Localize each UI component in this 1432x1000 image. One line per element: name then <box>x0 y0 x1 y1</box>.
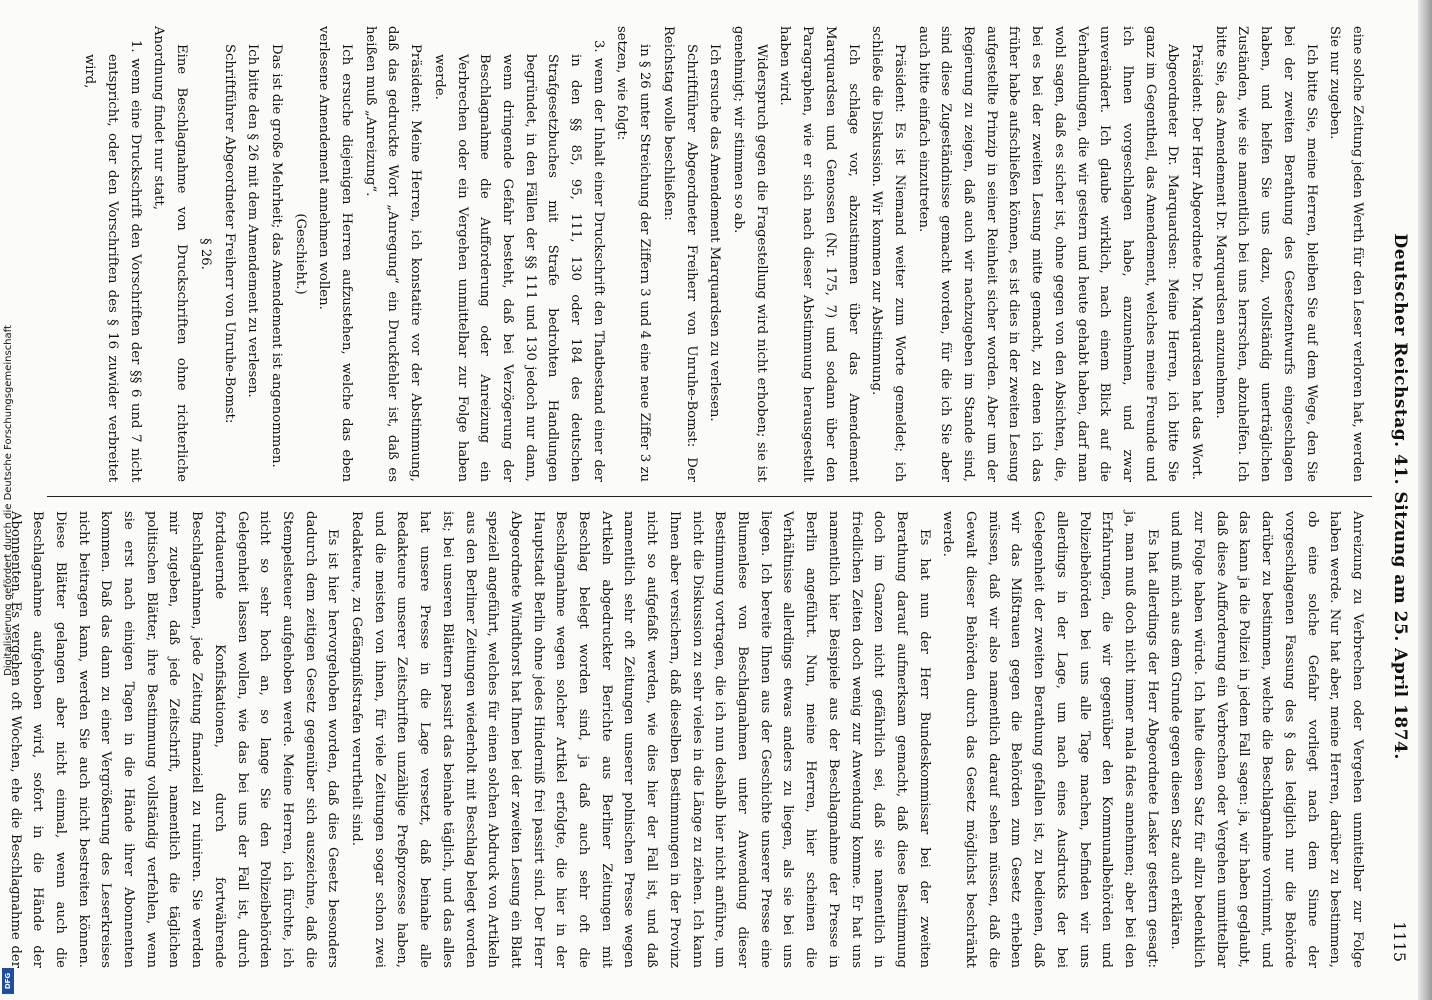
paragraph: Ich ersuche das Amendement Marquardsen zu verlesen. <box>707 44 723 422</box>
paragraph: Es hat allerdings der Herr Abgeordnete Lasker gestern gesagt: ja, man muß doch nicht immer mala fides annehmen; aber bei den Erfahrungen, die wir gegenüber den Kommunalbehörden und Polizeibehörden bei uns alle Tage machen, befinden wir uns allerdings in der Lage, um nach eines Ausdrucks der bei Gelegenheit der zweiten Berathung gefallen ist, zu bedienen, daß wir das Mißtrauen gegen die Behörden zum Gesetz erheben müssen, daß wir also namentlich darauf sehen müssen, daß die Gewalt dieser Behörden durch das Gesetz möglichst beschränkt werde. <box>940 511 1160 968</box>
dfg-logo: DFG <box>2 968 14 994</box>
list-item: 3. wenn der Inhalt einer Druckschrift den Thatbestand einer der in den §§ 85, 95, 111, 130 oder 184 des deutschen Strafgesetzbuches mit Strafe bedrohten Handlungen begründet, in den Fällen der §§ 111 und 130 jedoch nur dann, wenn dringende Gefahr besteht, daß bei Verzögerung der Beschlagnahme die Aufforderung oder Anreizung ein Verbrechen oder ein Vergehen unmittelbar zur Folge haben werde. <box>431 40 606 482</box>
paragraph: Es hat nun der Herr Bundeskommissar bei der zweiten Berathung darauf aufmerksam gemacht, daß diese Bestimmung doch im Ganzen nicht gefährlich sei, daß sie namentlich in friedlichen Zeiten doch wenig zur Anwendung komme. Er hat uns namentlich hier Beispiele aus der Beschlagnahme der Presse in Berlin angeführt. Nun, meine Herren, hier scheinen die Verhältnisse allerdings etwas anders zu liegen, als sie bei uns liegen. Ich bereite Ihnen aus der Geschichte unserer Presse eine Blumenlese von Beschlagnahmen unter Anwendung dieser Bestimmung vortragen, die ich nun deshalb hier nicht anführe, um nicht die Diskussion zu sehr vieles in die Länge zu ziehen. Ich kann Ihnen aber versichern, daß dieselben Bestimmungen in der Provinz nicht so aufgefaßt werden, wie dies hier der Fall ist, und daß namentlich sehr oft Zeitungen unserer polnischen Presse wegen Artikeln abgedruckter Berichte aus Berliner Zeitungen mit Beschlag belegt worden sind, ja daß auch sehr oft die Beschlagnahme wegen solcher Artikel erfolgte, die hier in der Hauptstadt Berlin ohne jedes Hinderniß frei passirt sind. Der Herr Abgeordnete Windthorst hat Ihnen bei der zweiten Lesung ein Blatt speziell angeführt, welches für einen solchen Abdruck von Artikeln aus den Berliner Zeitungen wiederholt mit Beschlag belegt worden ist; bei unseren Blättern passirt das beinahe täglich, und das alles hat unsere Presse in die Lage versetzt, daß beinahe alle Redakteure unserer Zeitschriften unzählige Preßprozesse haben, und die meisten von ihnen, für viele Zeitungen sogar schon zwei Redakteure, zu Gefängnißstrafen verurtheilt sind. <box>349 511 932 968</box>
list-item: 1. wenn eine Druckschrift den Vorschriften der §§ 6 und 7 nicht entspricht, oder den Vorschriften des § 16 zuwider verbreitet wird, <box>82 40 143 482</box>
stage-direction: (Geschieht.) <box>292 213 308 295</box>
digitization-credit-text: Digitalisierung gefördert durch die Deutsche Forschungsgemeinschaft <box>2 324 14 676</box>
paragraph: Widerspruch gegen die Fragestellung wird nicht erhoben; sie ist genehmigt; wir stimmen so ab. <box>731 26 769 482</box>
paragraph: Das ist die große Mehrheit; das Amendement ist angenommen. <box>268 44 284 468</box>
paragraph: Ich bitte den § 26 mit dem Amendement zu verlesen. <box>245 44 261 398</box>
paragraph: eine solche Zeitung jeden Werth für den Leser verloren hat, werden Sie nur zugeben. <box>1327 26 1365 482</box>
page-title: Deutscher Reichstag. 41. Sitzung am 25. April 1874. <box>1390 233 1410 760</box>
paragraph: Ich ersuche diejenigen Herren aufzustehen, welche das eben verlesene Amendement annehmen wollen. <box>316 26 355 482</box>
paragraph: Eine Beschlagnahme von Druckschriften ohne richterliche Anordnung findet nur statt, <box>151 26 190 482</box>
paragraph: Ich schlage vor, abzustimmen über das Amendement Marquardsen und Genossen (Nr. 175, 7) und sodann über den Paragraphen, wie er sich nach dieser Abstimmung herausgestellt haben wird. <box>777 26 861 482</box>
left-column <box>47 12 1372 497</box>
paragraph: Präsident: Meine Herren, ich konstatire vor der Abstimmung, daß das gedruckte Wort „Anregung“ ein Druckfehler ist, daß es heißen muß „Anreizung“. <box>362 26 424 482</box>
paragraph: Ich bitte Sie, meine Herren, bleiben Sie auf dem Wege, den Sie bei der zweiten Berathung des Gesetzentwurfs eingeschlagen haben, und helfen Sie uns dazu, vollständig unerträglichen Zuständen, wie sie namentlich bei uns herrschen, abzuhelfen. Ich bitte Sie, das Amendement Dr. Marquardsen anzunehmen. <box>1212 26 1319 482</box>
paragraph: Präsident: Der Herr Abgeordnete Dr. Marquardsen hat das Wort. <box>1189 44 1205 480</box>
paragraph: Es ist hier hervorgehoben worden, daß dies Gesetz besonders dadurch dem zeitigen Gesetz gegenüber sich auszeichne, daß die Stempelsteuer aufgehoben werde. Meine Herren, ich fürchte, ich nicht so sehr hoch an, so lange Sie den Polizeibehörden Gelegenheit lassen wollen, wie das bei uns der Fall ist, durch fortdauernde Konfiskationen, durch fortwährende Beschlagnahmen, jede Zeitung finanziell zu ruiniren. Sie werden mir zugeben, daß jede Zeitschrift, namentlich die täglichen politischen Blätter, ihre Bestimmung vollständig verfehlen, wenn sie erst nach einigen Tagen in die Hände ihrer Abonnenten kommen. Daß das dann zu einer Vergrößerung des Leserkreises nicht beitragen kann, werden Sie auch nicht bestreiten können. Diese Blätter gelangen aber nicht einmal, wenn auch die Beschlagnahme aufgehoben wird, sofort in die Hände der Abonnenten. Es vergehen oft Wochen, ehe die Beschlagnahme der <box>7 511 341 968</box>
paragraph: Schriftführer Abgeordneter Freiherr von Unruhe-Bomst: <box>221 44 237 424</box>
paragraph: Präsident: Es ist Niemand weiter zum Worte gemeldet; ich schließe die Diskussion. Wir kommen zur Abstimmung. <box>869 26 907 482</box>
paragraph: Anreizung zu Verbrechen oder Vergehen unmittelbar zur Folge haben werde. Nur hat aber, meine Herren, darüber zu bestimmen, ob eine solche Gefahr vorliegt nach dem Sinne der vorgeschlagenen Fassung des § das lediglich nur die Behörde darüber zu bestimmen, welche die Beschlagnahme vornimmt, und das kann ja die Polizei in jedem Fall sagen: ja, wir haben geglaubt, daß diese Aufforderung ein Verbrechen oder Vergehen unmittelbar zur Folge haben würde. Ich halte diesen Satz für allzu bedenklich und muß mich aus dem Grunde gegen diesen Satz auch erklären. <box>1168 511 1365 968</box>
section-heading: § 26. <box>197 238 213 270</box>
paragraph: in § 26 unter Streichung der Ziffern 3 und 4 eine neue Ziffer 3 zu setzen, wie folgt: <box>614 26 653 482</box>
page-number: 1115 <box>1390 921 1410 962</box>
paragraph: Abgeordneter Dr. Marquardsen: Meine Herren, ich bitte Sie ganz im Gegentheil, das Amendement, welches meine Freunde und ich Ihnen vorgeschlagen habe, anzunehmen, und zwar unverändert. Ich glaube wirklich, nach einem Blick auf die Verhandlungen, die wir gestern und heute gehabt haben, darf man wohl sagen, daß es sicher ist, ohne gegen von den Absichten, die, bei es bei der zweiten Lesung mitte gemacht, zu denen ich das früher habe aufschließen können, es ist dies in der zweiten Lesung aufgestellte Prinzip in seiner Reinheit sicher worden. Aber um der Regierung zu zeigen, daß auch wir nachzugeben im Stande sind, sind diese Zugeständnisse gemacht worden, für die ich Sie aber auch bitte einfach einzutreten. <box>915 26 1181 482</box>
paragraph: Schriftführer Abgeordneter Freiherr von Unruhe-Bomst: Der Reichstag wolle beschließen: <box>660 26 699 482</box>
page-header <box>1380 12 1420 982</box>
page-edge-shadow <box>1418 0 1432 1000</box>
right-column <box>7 497 1372 982</box>
